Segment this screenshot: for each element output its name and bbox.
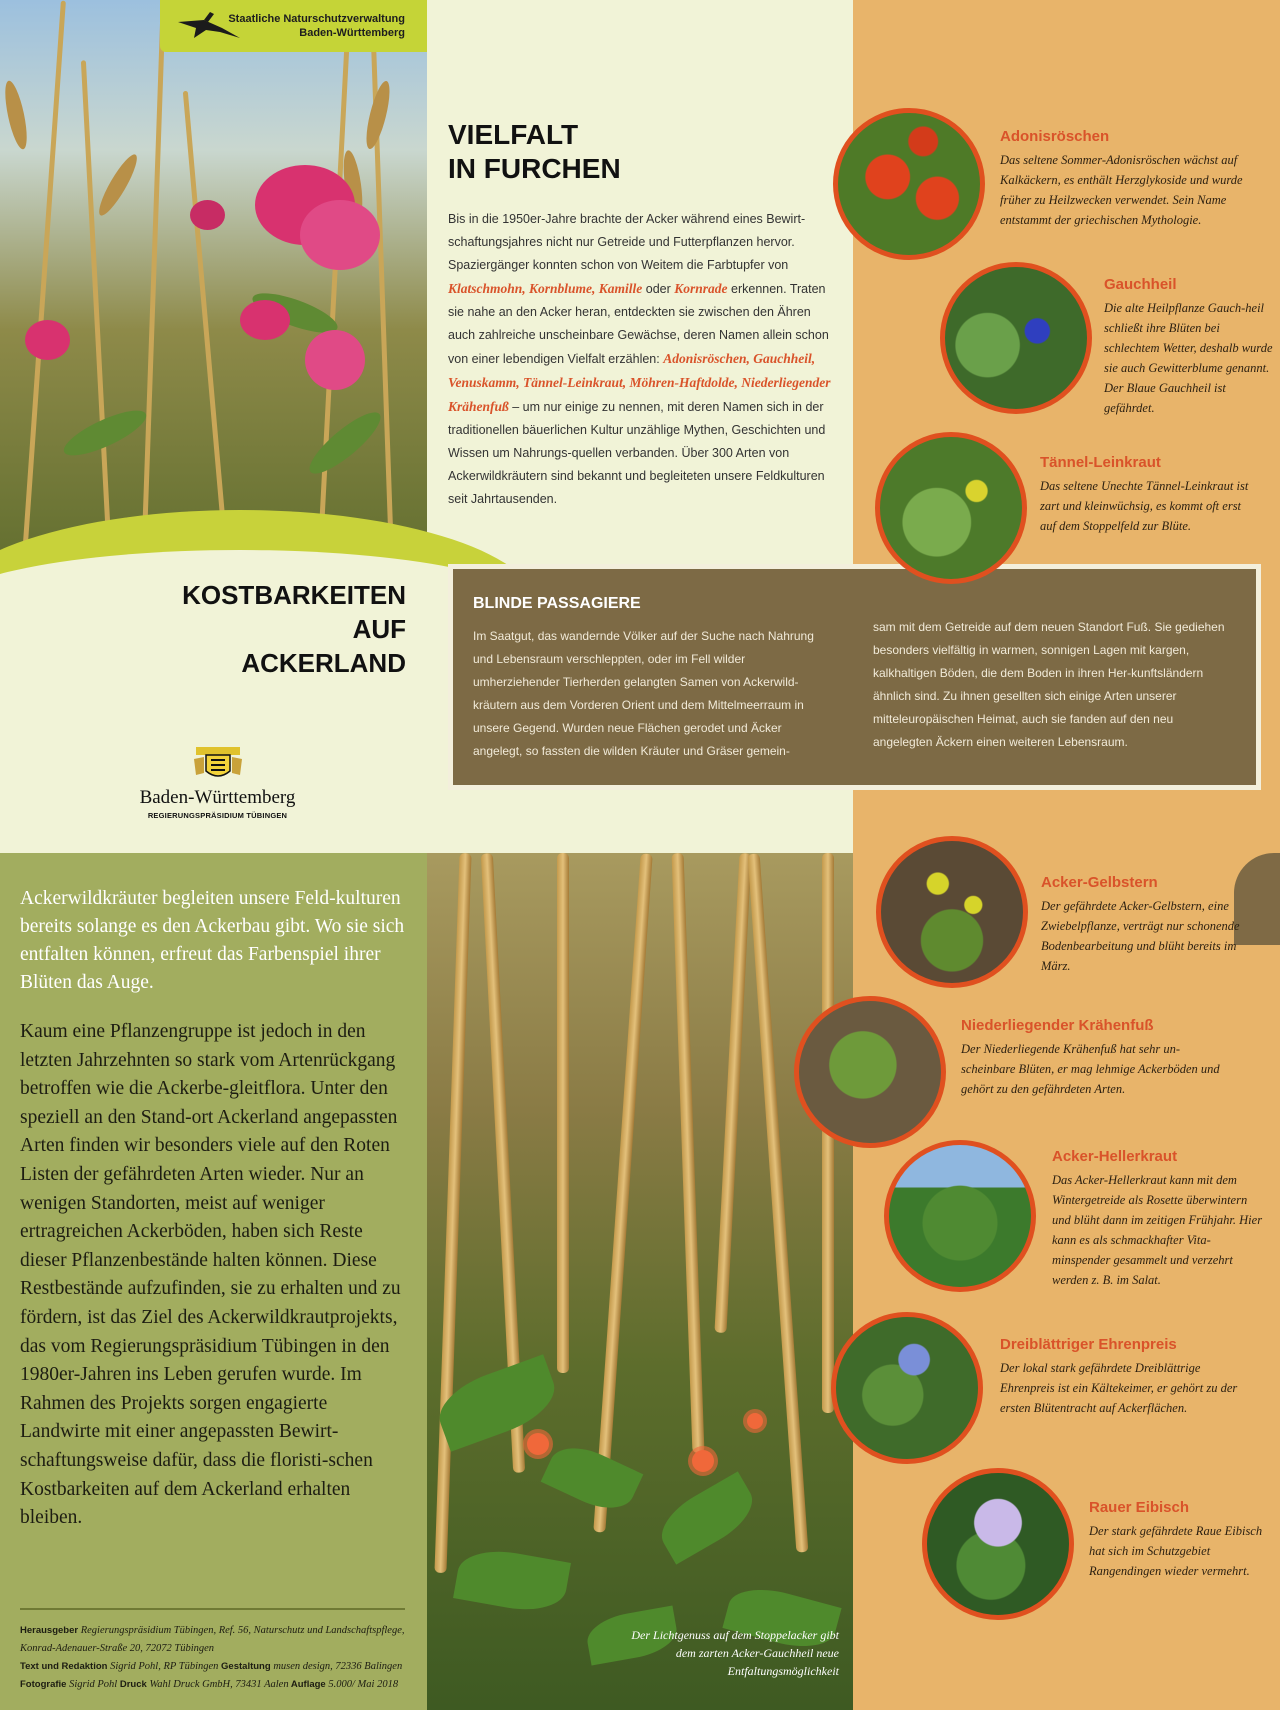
green-intro-text: Ackerwildkräuter begleiten unsere Feld-kulturen bereits solange es den Ackerbau gibt. Wo sie sich entfalten können, erfreut das Farbenspiel ihrer Blüten das Auge.	[20, 888, 405, 993]
coat-of-arms-icon	[190, 745, 246, 783]
plant-description: Der Niederliegende Krähenfuß hat sehr un-scheinbare Blüten, er mag lehmige Ackerböden und gehört zu den gefährdeten Arten.	[961, 1042, 1220, 1096]
eibisch-flower-photo	[922, 1468, 1074, 1620]
blinde-passagiere-box	[448, 564, 1261, 790]
gelbstern-flower-photo	[876, 836, 1028, 988]
logo-line-1: Staatliche Naturschutzverwaltung	[228, 13, 405, 25]
plant-name: Rauer Eibisch	[1089, 1499, 1190, 1516]
plant-description: Der lokal stark gefährdete Dreiblättrige Ehrenpreis ist ein Kältekeimer, er gehört zu der ersten Blütentracht auf Ackerflächen.	[1000, 1361, 1238, 1415]
plant-description: Das Acker-Hellerkraut kann mit dem Wintergetreide als Rosette überwintern und blüht dann im zeitigen Frühjahr. Hier kann es als schmackhafter Vita-minspender gesammelt und verzehrt werden z. B. im Salat.	[1052, 1173, 1263, 1287]
plant-name: Dreiblättriger Ehrenpreis	[1000, 1336, 1177, 1353]
stubble-field-photo	[427, 853, 853, 1710]
highlight-species: Klatschmohn, Kornblume, Kamille	[448, 281, 643, 296]
kraehenfuss-plant-photo	[794, 996, 946, 1148]
plant-name: Niederliegender Krähenfuß	[961, 1017, 1154, 1034]
plant-description: Der stark gefährdete Raue Eibisch hat sich im Schutzgebiet Rangendingen wieder vermehrt.	[1089, 1524, 1263, 1578]
adonis-flower-photo	[833, 108, 985, 260]
plant-name: Tännel-Leinkraut	[1040, 454, 1161, 471]
plant-description: Der gefährdete Acker-Gelbstern, eine Zwiebelpflanze, verträgt nur schonende Bodenbearbeitung und blüht bereits im März.	[1041, 899, 1240, 973]
plant-name: Acker-Gelbstern	[1041, 874, 1158, 891]
photo-caption: Der Lichtgenuss auf dem Stoppelacker gibt dem zarten Acker-Gauchheil neue Entfaltungsmöglichkeit	[631, 1628, 839, 1678]
ehrenpreis-flower-photo	[831, 1312, 983, 1464]
naturschutz-logo	[160, 0, 427, 52]
state-logo	[135, 745, 300, 820]
plant-name: Gauchheil	[1104, 276, 1177, 293]
gauchheil-flower-photo	[940, 262, 1092, 414]
logo-line-2: Baden-Württemberg	[299, 27, 405, 39]
imprint-divider	[20, 1608, 405, 1610]
plant-description: Das seltene Sommer-Adonisröschen wächst auf Kalkäckern, es enthält Herzglykoside und wurde früher zu Heilzwecken verwendet. Sein Name entstammt der griechischen Mythologie.	[1000, 153, 1243, 227]
main-heading: VIELFALT IN FURCHEN	[448, 119, 621, 184]
title-block: KOSTBARKEITEN AUF ACKERLAND	[182, 580, 406, 678]
plant-name: Acker-Hellerkraut	[1052, 1148, 1178, 1165]
imprint: Herausgeber Regierungspräsidium Tübingen, Ref. 56, Naturschutz und Landschaftspflege, Konrad-Adenauer-Straße 20, 72072 Tübingen Text und Redaktion Sigrid Pohl, RP Tübingen Gestaltung musen design, 72336 Balingen Fotografie Sigrid Pohl Druck Wahl Druck GmbH, 73431 Aalen Auflage 5.000/ Mai 2018	[20, 1625, 405, 1690]
plant-description: Das seltene Unechte Tännel-Leinkraut ist zart und kleinwüchsig, es kommt oft erst auf dem Stoppelfeld zur Blüte.	[1040, 479, 1249, 533]
info-box-title: BLINDE PASSAGIERE	[473, 595, 641, 612]
leinkraut-flower-photo	[875, 432, 1027, 584]
highlight-species: Adonisröschen, Gauchheil, Venuskamm, Tännel-Leinkraut, Möhren-Haftdolde, Niederliegender Krähenfuß	[448, 351, 831, 414]
state-logo-name: Baden-Württemberg	[139, 787, 296, 808]
state-logo-subtitle: REGIERUNGSPRÄSIDIUM TÜBINGEN	[147, 811, 288, 820]
plant-description: Die alte Heilpflanze Gauch-heil schließt ihre Blüten bei schlechtem Wetter, deshalb wurde sie auch Gewitterblume genannt. Der Blaue Gauchheil ist gefährdet.	[1104, 301, 1273, 415]
info-box-column-left: Im Saatgut, das wandernde Völker auf der Suche nach Nahrung und Lebensraum verschleppten, oder im Fell wilder umherziehender Tierherden gelangten Samen von Ackerwild-kräutern aus dem Vorderen Orient und dem Mittelmeerraum in unsere Gegend. Wurden neue Flächen gerodet und Äcker angelegt, so fassten die wilden Kräuter und Gräser gemein-	[473, 629, 814, 758]
info-box-column-right: sam mit dem Getreide auf dem neuen Standort Fuß. Sie gediehen besonders vielfältig in warmen, sonnigen Lagen mit kargen, kalkhaltigen Böden, die dem Boden in ihren Her-kunftsländern ähnlich sind. Zu ihnen gesellten sich einige Arten unserer mitteleuropäischen Heimat, auch sie fanden auf den neu angelegten Äckern einen weiteren Lebensraum.	[873, 620, 1225, 749]
intro-paragraph: Bis in die 1950er-Jahre brachte der Acker während eines Bewirt-schaftungsjahres nicht nur Getreide und Futterpflanzen hervor. Spaziergänger konnten schon von Weitem die Farbtupfer von Klatschmohn, Kornblume, Kamille oder Kornrade erkennen. Traten sie nahe an den Acker heran, entdeckten sie zwischen den Ähren auch zahlreiche unscheinbare Gewächse, deren Namen allein schon von einer lebendigen Vielfalt erzählen: Adonisröschen, Gauchheil, Venuskamm, Tännel-Leinkraut, Möhren-Haftdolde, Niederliegender Krähenfuß – um nur einige zu nennen, mit deren Namen sich in der traditionellen bäuerlichen Kultur unzählige Mythen, Geschichten und Wissen um Nahrungs-quellen verbanden. Über 300 Arten von Ackerwildkräutern sind bekannt und begleiteten unsere Feldkulturen seit Jahrtausenden.	[448, 212, 831, 506]
plant-name: Adonisröschen	[1000, 128, 1110, 145]
hellerkraut-plant-photo	[884, 1140, 1036, 1292]
highlight-species: Kornrade	[674, 281, 728, 296]
green-body-text: Kaum eine Pflanzengruppe ist jedoch in den letzten Jahrzehnten so stark vom Artenrückgang betroffen wie die Ackerbe-gleitflora. Unter den speziell an den Stand-ort Ackerland angepassten Arten finden wir besonders viele auf den Roten Listen der gefährdeten Arten wieder. Nur an wenigen Standorten, meist auf weniger ertragreichen Ackerböden, haben sich Reste dieser Pflanzenbestände halten können. Diese Restbestände aufzufinden, sie zu erhalten und zu fördern, ist das Ziel des Ackerwildkrautprojekts, das vom Regierungspräsidium Tübingen in den 1980er-Jahren ins Leben gerufen wurde. Im Rahmen des Projekts sorgen engagierte Landwirte mit einer angepassten Bewirt-schaftungsweise dafür, dass die floristi-schen Kostbarkeiten auf dem Ackerland erhalten bleiben.	[20, 1021, 401, 1529]
